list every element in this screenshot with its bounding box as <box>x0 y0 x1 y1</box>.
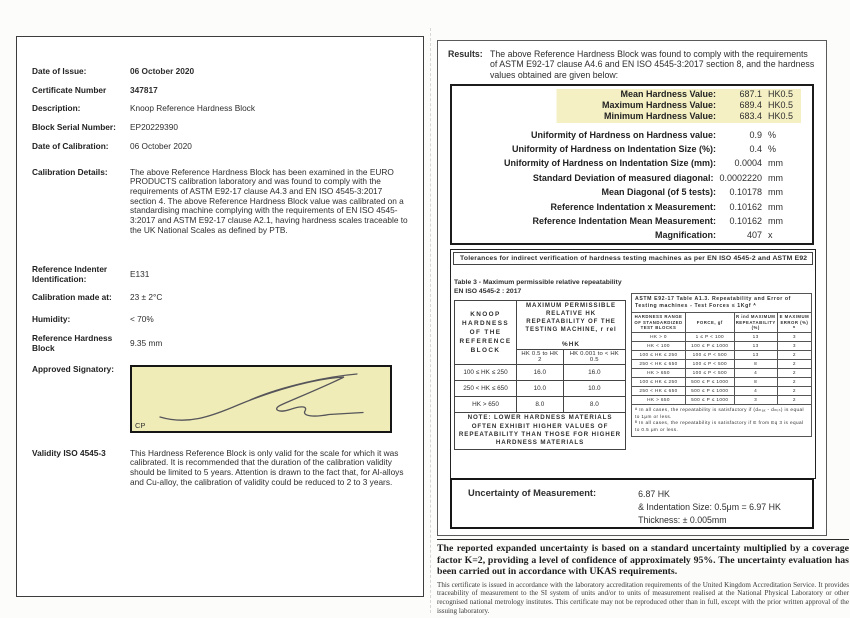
certificate-footer <box>437 539 849 615</box>
field-label: Humidity: <box>32 313 71 324</box>
value-number: 0.4 <box>749 144 762 155</box>
astm-cell: 100 ≤ P ≤ 1000 <box>686 341 735 350</box>
value-label: Magnification: <box>655 230 716 241</box>
field-label: Calibration made at: <box>32 291 112 302</box>
field-label: Certificate Number <box>32 84 107 95</box>
astm-cell: 4 <box>734 386 777 395</box>
iso-caption-line1: Table 3 - Maximum permissible relative repeatability <box>454 279 622 286</box>
field-calibration-details <box>32 168 409 236</box>
astm-caption: ASTM E92-17 Table A1.3. Repeatability and Error of Testing machines - Test Forces ≤ 1Kgf ᴬ <box>632 294 812 313</box>
results-section <box>448 49 818 80</box>
value-number: 0.10178 <box>729 187 762 198</box>
value-unit: mm <box>768 158 783 169</box>
field-humidity <box>32 315 409 325</box>
value-unit: x <box>768 230 773 241</box>
value-label: Uniformity of Hardness on Indentation Size (%): <box>511 144 716 155</box>
hardness-values-box <box>450 84 814 245</box>
iso-note: NOTE: LOWER HARDNESS MATERIALS OFTEN EXHIBIT HIGHER VALUES OF REPEATABILITY THAN THOSE FOR HIGHER HARDNESS MATERIALS <box>455 413 626 450</box>
field-value: E131 <box>130 269 150 280</box>
value-label: Reference Indentation x Measurement: <box>550 201 716 212</box>
astm-cell: 500 ≤ P ≤ 1000 <box>686 395 735 404</box>
value-unit: mm <box>768 201 783 212</box>
signature-initials: CP <box>135 420 146 430</box>
value-number: 0.0002220 <box>719 172 762 183</box>
astm-cell: 2 <box>777 386 811 395</box>
value-unit: mm <box>768 187 783 198</box>
astm-cell: 13 <box>734 350 777 359</box>
value-label: Uniformity of Hardness on Indentation Size (mm): <box>503 158 716 169</box>
value-unit: HK0.5 <box>768 111 794 122</box>
value-number: 0.0004 <box>734 158 762 169</box>
astm-cell: 100 ≤ HK ≤ 250 <box>632 350 686 359</box>
value-unit: HK0.5 <box>768 89 794 99</box>
astm-cell: 8 <box>734 359 777 368</box>
value-label: Maximum Hardness Value: <box>601 100 716 111</box>
value-label: Mean Hardness Value: <box>620 89 716 99</box>
iso-value: 8.0 <box>517 397 564 413</box>
value-unit: HK0.5 <box>768 100 794 111</box>
astm-cell: 250 < HK ≤ 650 <box>632 359 686 368</box>
field-reference-hardness-block <box>32 334 409 353</box>
astm-cell: 100 ≤ P < 500 <box>686 359 735 368</box>
iso-col2-header: MAXIMUM PERMISSIBLE RELATIVE HK REPEATABILITY OF THE TESTING MACHINE, r rel <box>525 302 617 334</box>
iso-value: 16.0 <box>517 365 564 381</box>
field-value: EP20229390 <box>130 122 178 133</box>
field-date-of-issue <box>32 67 409 77</box>
certificate-page-right <box>437 40 827 536</box>
iso-range: HK > 650 <box>455 397 517 413</box>
astm-header-force: FORCE, gf <box>686 313 735 333</box>
astm-cell: 250 < HK ≤ 650 <box>632 386 686 395</box>
value-label: Uniformity of Hardness on Hardness value: <box>530 129 716 140</box>
iso-subheader-1: HK 0.5 to HK 2 <box>517 350 564 365</box>
astm-cell: HK > 0 <box>632 332 686 341</box>
field-certificate-number <box>32 86 409 96</box>
value-unit: mm <box>768 216 783 227</box>
value-number: 687.1 <box>739 89 762 99</box>
field-label: Block Serial Number: <box>32 122 116 133</box>
field-block-serial-number <box>32 123 409 133</box>
value-row-uniformity-size-mm <box>452 156 812 170</box>
astm-cell: HK > 650 <box>632 368 686 377</box>
field-label: Reference Indenter Identification: <box>32 264 108 285</box>
field-label: Reference Hardness Block <box>32 333 113 353</box>
field-label: Date of Issue: <box>32 66 87 76</box>
validity-label: Validity ISO 4545-3 <box>32 447 106 458</box>
iso-value: 8.0 <box>563 397 625 413</box>
iso-caption-line2: EN ISO 4545-2 : 2017 <box>454 287 522 295</box>
astm-cell: 2 <box>777 350 811 359</box>
value-row-std-deviation <box>452 171 812 185</box>
iso-value: 10.0 <box>563 381 625 397</box>
value-number: 689.4 <box>739 100 762 111</box>
field-label: Calibration Details: <box>32 166 108 177</box>
astm-footnote-b: ᴮ In all cases, the repeatability is satisfactory if E from Eq 3 is equal to 0.5 μm or less. <box>635 420 804 433</box>
astm-cell: 13 <box>734 332 777 341</box>
value-row-uniformity-size-pct <box>452 142 812 156</box>
value-label: Mean Diagonal (of 5 tests): <box>601 187 716 198</box>
value-unit: % <box>768 144 777 155</box>
iso-value: 10.0 <box>517 381 564 397</box>
signature-box <box>130 365 392 433</box>
field-label: Description: <box>32 103 81 114</box>
astm-repeatability-table <box>631 293 812 437</box>
field-value: 9.35 mm <box>130 338 163 349</box>
astm-cell: 8 <box>734 377 777 386</box>
iso-col1-header: KNOOP HARDNESS OF THE REFERENCE BLOCK <box>455 301 517 365</box>
results-label: Results: <box>448 49 483 59</box>
astm-cell: 3 <box>777 341 811 350</box>
astm-footnote-a: ᴬ In all cases, the repeatability is satisfactory if (dₘₐₓ - dₘᵢₙ) is equal to 1μm or less. <box>635 406 804 419</box>
astm-cell: 500 ≤ P ≤ 1000 <box>686 386 735 395</box>
field-validity <box>32 449 409 488</box>
astm-cell: 100 ≤ HK ≤ 250 <box>632 377 686 386</box>
value-number: 0.10162 <box>729 216 762 227</box>
signature-image <box>132 367 394 435</box>
uncertainty-label: Uncertainty of Measurement: <box>468 488 597 498</box>
field-value: 347817 <box>130 84 158 95</box>
field-value: Knoop Reference Hardness Block <box>130 103 255 114</box>
iso-repeatability-table <box>454 300 626 450</box>
iso-col2-unit: %HK <box>562 341 580 349</box>
astm-cell: 3 <box>734 395 777 404</box>
value-number: 683.4 <box>739 111 762 122</box>
value-row-uniformity-hardness <box>452 128 812 142</box>
astm-table-section <box>631 267 812 450</box>
astm-cell: 2 <box>777 359 811 368</box>
iso-value: 16.0 <box>563 365 625 381</box>
field-value: < 70% <box>130 313 154 324</box>
astm-header-repeatability: R ind MAXIMUM REPEATABILITY (%) <box>734 313 777 333</box>
field-label: Date of Calibration: <box>32 140 109 151</box>
uncertainty-box <box>450 478 814 529</box>
field-value: 06 October 2020 <box>130 66 195 76</box>
astm-cell: HK < 100 <box>632 341 686 350</box>
validity-text: This Hardness Reference Block is only valid for the scale for which it was calibrated. It is recommended that the duration of the calibration validity should be limited to 5 years. Attention is drawn to the fact that, for Al-alloys and Cu-alloy, the calibration of validity could be reduced to 2 to 3 years. <box>130 447 404 487</box>
astm-cell: HK > 650 <box>632 395 686 404</box>
astm-cell: 100 ≤ P < 500 <box>686 350 735 359</box>
value-label: Standard Deviation of measured diagonal: <box>532 172 714 183</box>
uncertainty-statement: The reported expanded uncertainty is based on a standard uncertainty multiplied by a coverage factor K=2, providing a level of confidence of approximately 95%. The uncertainty evaluation has been carried out in accordance with UKAS requirements. <box>437 543 849 578</box>
value-row-mean <box>452 89 812 100</box>
astm-cell: 2 <box>777 368 811 377</box>
uncertainty-indentation-size: & Indentation Size: 0.5μm = 6.97 HK <box>638 502 781 512</box>
tolerances-box <box>450 249 816 479</box>
astm-cell: 500 ≤ P ≤ 1000 <box>686 377 735 386</box>
field-reference-indenter <box>32 265 409 284</box>
field-value: 06 October 2020 <box>130 140 192 151</box>
value-row-max <box>452 100 812 111</box>
astm-cell: 1 ≤ P < 100 <box>686 332 735 341</box>
value-row-ref-indentation-x <box>452 200 812 214</box>
iso-range: 100 ≤ HK ≤ 250 <box>455 365 517 381</box>
value-row-min <box>452 111 812 122</box>
results-text: The above Reference Hardness Block was found to comply with the requirements of ASTM E92-17 clause A4.6 and EN ISO 4545-3:2017 section 8, and the hardness values obtained are given below: <box>490 49 815 80</box>
astm-header-range: HARDNESS RANGE OF STANDARDIZED TEST BLOCKS <box>632 313 686 333</box>
astm-cell: 100 ≤ P < 500 <box>686 368 735 377</box>
field-value: 23 ± 2°C <box>130 291 163 302</box>
astm-cell: 13 <box>734 341 777 350</box>
value-row-ref-indentation-mean <box>452 214 812 228</box>
accreditation-statement: This certificate is issued in accordance with the laboratory accreditation requirements of the United Kingdom Accreditation Service. It provides traceability of measurement to the SI system of units and/or to units of measurement realised at the National Physical Laboratory or other recognised national metrology institutes. This certificate may not be reproduced other than in full, except with the prior written approval of the issuing laboratory. <box>437 580 849 615</box>
uncertainty-thickness: Thickness: ± 0.005mm <box>638 515 727 525</box>
astm-cell: 4 <box>734 368 777 377</box>
value-label: Reference Indentation Mean Measurement: <box>532 216 716 227</box>
approved-signatory-row <box>32 365 409 433</box>
certificate-page-left <box>16 36 424 597</box>
page-fold-line <box>430 28 431 613</box>
iso-range: 250 < HK ≤ 650 <box>455 381 517 397</box>
value-row-magnification <box>452 228 812 242</box>
value-number: 407 <box>746 230 762 241</box>
iso-table-section <box>454 267 630 450</box>
iso-subheader-2: HK 0.001 to < HK 0.5 <box>563 350 625 365</box>
astm-cell: 3 <box>777 332 811 341</box>
value-number: 0.10162 <box>729 201 762 212</box>
uncertainty-value-hk: 6.87 HK <box>638 489 670 499</box>
field-date-of-calibration <box>32 142 409 152</box>
astm-cell: 2 <box>777 395 811 404</box>
field-description <box>32 104 409 114</box>
value-row-mean-diagonal <box>452 185 812 199</box>
value-unit: % <box>768 129 777 140</box>
field-value: The above Reference Hardness Block has been examined in the EURO PRODUCTS calibration laboratory and was found to comply with the requirements of ASTM E92-17 clause A4.3 and EN ISO 4545-3:2017 section 4. The above Reference Hardness Block value was calibrated on a standardising machine complying with the requirements of EN ISO 4545-3:2017 and ASTM E92-17 clause A2.1, having hardness scales traceable to the UK National Scales as defined by PTB. <box>130 166 408 235</box>
astm-header-error: E MAXIMUM ERROR (%) ᴮ <box>777 313 811 333</box>
tolerances-title: Tolerances for indirect verification of hardness testing machines as per EN ISO 4545-2 and ASTM E92 <box>453 252 813 265</box>
astm-cell: 2 <box>777 377 811 386</box>
value-unit: mm <box>768 172 783 183</box>
field-calibration-made-at <box>32 293 409 303</box>
approved-signatory-label: Approved Signatory: <box>32 363 115 374</box>
value-number: 0.9 <box>749 129 762 140</box>
value-label: Minimum Hardness Value: <box>603 111 716 122</box>
